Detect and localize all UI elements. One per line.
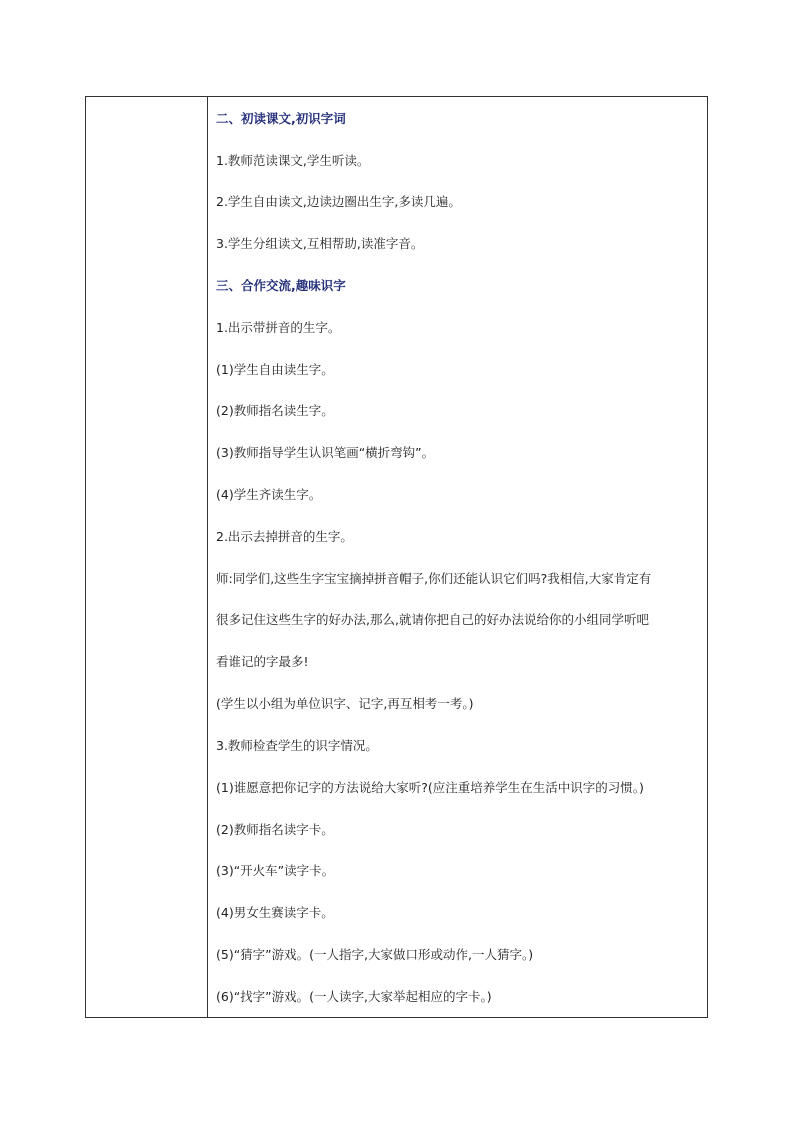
content-line: (1)学生自由读生字。 — [216, 362, 334, 377]
content-line: 2.出示去掉拼音的生字。 — [216, 529, 353, 544]
content-line: (2)教师指名读生字。 — [216, 403, 334, 418]
content-line: 3.教师检查学生的识字情况。 — [216, 738, 378, 753]
content-line: (2)教师指名读字卡。 — [216, 822, 334, 837]
content-line: (6)“找字”游戏。(一人读字,大家举起相应的字卡。) — [216, 989, 492, 1004]
content-line: (1)谁愿意把你记字的方法说给大家听?(应注重培养学生在生活中识字的习惯。) — [216, 780, 644, 795]
content-line: 2.学生自由读文,边读边圈出生字,多读几遍。 — [216, 194, 461, 209]
content-line: 看谁记的字最多! — [216, 654, 309, 669]
content-line: 3.学生分组读文,互相帮助,读准字音。 — [216, 236, 424, 251]
content-line: 师:同学们,这些生字宝宝摘掉拼音帽子,你们还能认识它们吗?我相信,大家肯定有 — [216, 571, 652, 586]
content-line: 很多记住这些生字的好办法,那么,就请你把自己的好办法说给你的小组同学听吧 — [216, 612, 649, 627]
content-line: (3)教师指导学生认识笔画“横折弯钩”。 — [216, 445, 435, 460]
section-heading: 二、初读课文,初识字词 — [216, 111, 346, 126]
table-label-column — [86, 97, 208, 1017]
content-line: 1.出示带拼音的生字。 — [216, 320, 341, 335]
content-line: (3)“开火车”读字卡。 — [216, 863, 335, 878]
content-line: (5)“猜字”游戏。(一人指字,大家做口形或动作,一人猜字。) — [216, 947, 534, 962]
content-line: (4)学生齐读生字。 — [216, 487, 322, 502]
content-line: 1.教师范读课文,学生听读。 — [216, 153, 370, 168]
table-content-column — [208, 97, 707, 1017]
content-line: (学生以小组为单位识字、记字,再互相考一考。) — [216, 696, 474, 711]
section-heading: 三、合作交流,趣味识字 — [216, 278, 346, 293]
lesson-plan-table — [85, 96, 708, 1018]
content-line: (4)男女生赛读字卡。 — [216, 905, 334, 920]
